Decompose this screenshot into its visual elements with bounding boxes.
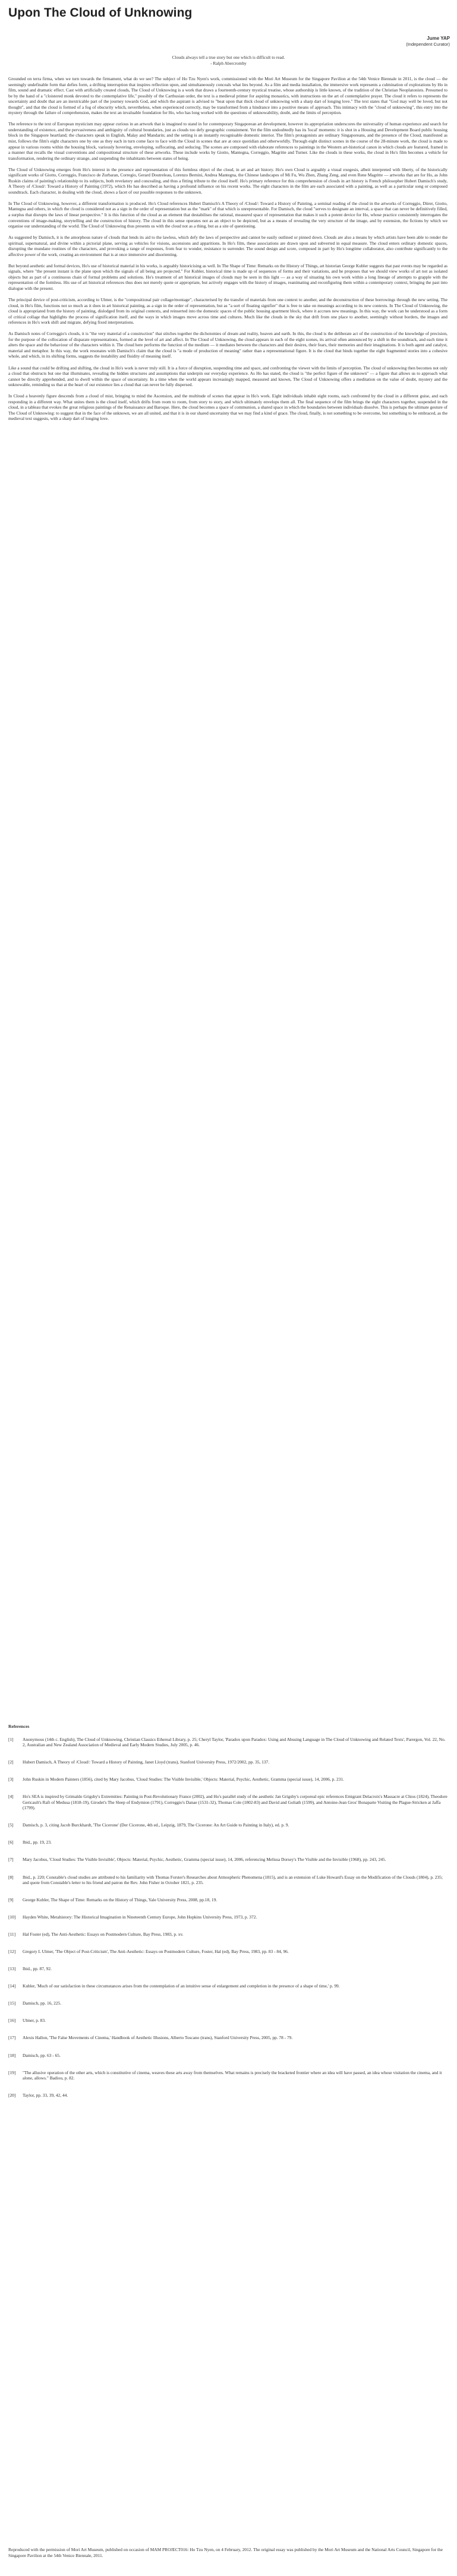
body-paragraph: But beyond aesthetic and formal devices, Ho's use of historical material in his works, is arguably historicising as well. In The Shape of Time: Remarks on the History of Things, art historian George Kubler suggests that past events may be regarded as signals, where "the present instant is the plane upon which the signals of all being are projected." For Kubler, historical time is made up of sequences of forms and their variations, and he proposes that we should view works of art not as isolated objects but as part of a continuous chain of formal problems and solutions. Ho's treatment of art historical images of clouds may be seen in this light — as a way of situating his own work within a long lineage of attempts to grapple with the representation of the formless. His use of art historical references thus does not merely quote or appropriate, but actively engages with the history of images, reanimating and reconfiguring them within a contemporary context, bringing the past into dialogue with the present. [8, 263, 447, 291]
body-paragraph: As suggested by Damisch, it is the amorphous nature of clouds that lends its aid to the lawless, which defy the laws of perspective and cannot be easily outlined or pinned down. Clouds are also a means by which artists have been able to render the spiritual, supernatural, and divine within a pictorial plane, serving as vehicles for visions, ascensions and apparitions. In Ho's film, these associations are drawn upon and subverted in equal measure. The cloud enters ordinary domestic spaces, disrupting the mundane routines of the characters, and provoking a range of responses, from fear to wonder, resistance to surrender. The sound design and score, composed in part by Ho's longtime collaborator, also contribute significantly to the affective power of the work, creating an environment that is at once immersive and disorienting. [8, 235, 447, 257]
body-paragraph: The reference to the text of European mysticism may appear curious in an artwork that is imagined to stand in for contemporary Singaporean art development, however its appropriation underscores the universality of human experience and search for understanding of existence, and the pervasiveness and ambiguity of cultural boundaries, just as clouds too defy geographic containment. Yet the film undoubtedly has its 'local' moments: it is shot in a Housing and Development Board public housing block in the Singapore heartland; the characters speak in English, Malay and Mandarin; and the setting is an instantly recognisable domestic interior. The film's protagonists are ordinary Singaporeans, and the presence of the Cloud, manifested as mist, follows the film's eight characters one by one as they each in turn come face to face with the Cloud in scenes that are at once quotidian and otherworldly. Through eight distinct scenes in the course of the 28-minute work, the cloud is made to appear in various rooms within the housing block, variously hovering, enveloping, suffocating, and seducing. The scenes are composed with elaborate references to paintings in the Western art-historical canon in which clouds are featured, framed in a manner that recalls the visual conventions and compositional structure of these artworks. These include works by Giotto, Mantegna, Correggio, Magritte and Turner. Like the clouds in these works, the cloud in Ho's film becomes a vehicle for transformation, rendering the ordinary strange, and suspending the inhabitants between states of being. [8, 121, 448, 161]
reference-text: Gregory L Ulmer, 'The Object of Post-Criticism', The Anti-Aesthetic: Essays on Postmodern Culture, Foster, Hal (ed), Bay Press, 1983, pp. 83 - 84, 96. [23, 1949, 289, 1955]
article-title: Upon The Cloud of Unknowing [8, 6, 193, 20]
reference-number: [4] [8, 1794, 14, 1800]
reference-number: [6] [8, 1839, 14, 1845]
reference-number: [2] [8, 1759, 14, 1765]
reference-number: [12] [8, 1949, 16, 1955]
reference-item [8, 1857, 447, 1863]
reference-number: [13] [8, 1966, 16, 1972]
reference-text: Ibid., pp. 19, 23. [23, 1839, 52, 1845]
reference-item [8, 2070, 447, 2081]
reference-item [8, 1839, 447, 1845]
reference-item [8, 1759, 447, 1765]
reference-number: [8] [8, 1874, 14, 1880]
reference-item [8, 1875, 447, 1886]
reference-number: [19] [8, 2069, 16, 2075]
reference-item [8, 1777, 447, 1782]
reference-text: George Kubler, The Shape of Time: Remarks on the History of Things, Yale University Press, 2008, pp.18, 19. [23, 1897, 218, 1903]
reference-item [8, 1949, 447, 1955]
reference-text: "The allusive operation of the other arts, which is constitutive of cinema, weaves these arts away from themselves. What remains is precisely the bracketed frontier where an idea will have passed, an idea whose visitation the cinema, and it alone, allows." Badiou, p. 82. [23, 2069, 442, 2081]
reference-item [8, 2018, 447, 2024]
reference-text: Damisch, p. 3, citing Jacob Burckhardt, 'The Cicerone' (Der Cicerone, 4th ed., Leipzig, 1879, The Cicerone: An Art Guide to Painting in Italy), ed. p. 9. [23, 1822, 289, 1828]
reference-item [8, 1737, 447, 1748]
body-paragraph: In Cloud a heavenly figure descends from a cloud of mist, bringing to mind the Ascension, and the multitude of scenes that appear in Ho's work. Eight individuals inhabit eight rooms, each confronted by the cloud in a different guise, and each responding in a different way. What unites them is the cloud itself, which drifts from room to room, from story to story, and which ultimately envelops them all. The final sequence of the film brings the eight characters together, suspended in the cloud, in a tableau that evokes the great religious paintings of the Renaissance and Baroque. Here, the cloud becomes a space of communion, a shared space in which the boundaries between individuals dissolve. This is perhaps the ultimate gesture of The Cloud of Unknowing: to suggest that in the face of the unknown, we are all united, and that it is in our shared uncertainty that we may find a kind of grace. The cloud, finally, is not something to be overcome, but something to be embraced, as the medieval text suggests, with a sharp dart of longing love. [8, 393, 447, 422]
reference-item [8, 1914, 447, 1920]
reference-item [8, 2000, 447, 2006]
reference-item [8, 1983, 447, 1989]
references-section [8, 1724, 447, 2110]
epigraph-attribution: - Ralph Abercromby [210, 60, 247, 66]
reference-text: Anonymous (14th c. English), The Cloud of Unknowing, Christian Classics Ethereal Library, p. 25; Cheryl Taylor, 'Paradox upon Paradox: Using and Abusing Language in The Cloud of Unknowing and Related Texts', Parergon, Vol. 22, No. 2, Australian and New Zealand Association of Medieval and Early Modern Studies, July 2005, p. 46. [23, 1736, 446, 1748]
reference-text: Kubler, 'Much of our satisfaction in these circumstances arises from the contemplation of an intuitive sense of enlargement and completion in the presence of a shape of time,' p. 99. [23, 1983, 340, 1989]
reference-number: [7] [8, 1857, 14, 1863]
reference-text: Damisch, pp. 16, 225. [23, 2000, 62, 2006]
reference-number: [18] [8, 2052, 16, 2058]
reference-item [8, 1897, 447, 1903]
reference-number: [15] [8, 2000, 16, 2006]
reference-number: [16] [8, 2018, 16, 2024]
references-heading: References [8, 1724, 30, 1729]
reference-item [8, 1932, 447, 1937]
author-role: (Independent Curator) [406, 42, 450, 47]
reference-number: [5] [8, 1822, 14, 1828]
reference-text: Ho's SEA is inspired by Grimaldo Grigsby's Extremities: Painting in Post-Revolutionary France (2002), and Ho's parallel study of the aesthetic Jan Grigsby's corporeal epic references Emigrant Delacroix's Massacre at Chios (1824), Theodore Gericault's Raft of Medusa (1818-19), Girodet's The Sleep of Endymion (1791), Correggio's Danae (1531-32), Thomas Cole (1802-83) and David and Goliath (1599), and Antoine-Jean Gros' Bonaparte Visiting the Plague-Stricken at Jaffa (1799). [23, 1794, 447, 1811]
reference-number: [9] [8, 1897, 14, 1903]
reference-text: Mary Jacobus, 'Cloud Studies: The Visible Invisible', Objects: Material, Psychic, Aesthetic, Gramma (special issue), 14, 2006, referencing Melissa Dorsey's The Visible and the Invisible (1968), pp. 243, 245. [23, 1857, 386, 1863]
reference-item [8, 2053, 447, 2059]
reference-number: [3] [8, 1777, 14, 1782]
reference-text: Ibid., pp. 87, 92. [23, 1966, 52, 1972]
reference-text: Damisch, pp. 63 - 65. [23, 2052, 61, 2058]
epigraph-quote: Clouds always tell a true story but one which is difficult to read. [172, 55, 285, 60]
reference-number: [14] [8, 1983, 16, 1989]
reference-item [8, 1822, 447, 1828]
body-paragraph: The principal device of post-criticism, according to Ulmer, is the "compositional pair collage/montage", characterised by the transfer of materials from one context to another, and the deconstruction of these borrowings through the new setting. The cloud, in Ho's film, functions not so much as it does in art historical painting, as a sign in the order of representation, but as "a sort of floating signifier" that is free to take on meanings according to its new contexts. In The Cloud of Unknowing, the cloud is appropriated from the history of painting, dislodged from its original contexts, and reinserted into the domestic spaces of the public housing apartment block, where it accrues new meanings. In this way, the work can be understood as a form of critical collage that highlights the process of signification itself, and the ways in which images move across time and cultures. Much like the clouds in the sky that drift from one place to another, seemingly without borders, the images and references in Ho's work shift and migrate, defying fixed interpretations. [8, 297, 447, 325]
reference-number: [10] [8, 1914, 16, 1920]
author-name: Jume YAP [427, 36, 450, 41]
reference-number: [20] [8, 2093, 16, 2098]
reference-text: Hubert Damisch, A Theory of /Cloud/: Toward a History of Painting, Janet Lloyd (trans), Stanford University Press, 1972/2002, pp. 35, 137. [23, 1759, 270, 1765]
reference-item [8, 1794, 447, 1811]
reference-item [8, 2035, 447, 2041]
reference-item [8, 1966, 447, 1972]
reference-text: Ulmer, p. 83. [23, 2018, 46, 2024]
body-paragraph: In The Cloud of Unknowing, however, a different transformation is produced. Ho's Cloud references Hubert Damisch's A Theory of /Cloud/: Toward a History of Painting, a seminal reading of the cloud in the artworks of Correggio, Dürer, Giotto, Mantegna and others, in which the cloud is considered not as a sign in the order of representation but as the "mark" of that which is unrepresentable. For Damisch, the cloud "serves to designate an interval, a space that can never be definitively filled, a surplus that disrupts the laws of linear perspective." It is this function of the cloud as an element that destabilises the rational, measured space of representation that makes it such a potent device for Ho, whose practice consistently interrogates the conventions of image-making, storytelling and the construction of history. The cloud in this sense operates not as an object to be depicted, but as a means of revealing the very structure of the image, and by extension, the fictions by which we organise our understanding of the world. The Cloud of Unknowing thus presents us with the cloud not as a thing, but as a site of questioning. [8, 200, 447, 229]
reference-text: Ibid., p. 220; Constable's cloud studies are attributed to his familiarity with Thomas Forster's Researches about Atmospheric Phenomena (1815), and is an extension of Luke Howard's Essay on the Modification of the Clouds (1804), p. 235; and quote from Constable's letter to his friend and patron the Rev. John Fisher in October 1821, p. 235. [23, 1874, 443, 1886]
reference-text: Alexis Hallon, 'The False Movements of Cinema,' Handbook of Aesthetic Illusions, Alberto Toscano (trans), Stanford University Press, 2005, pp. 78 - 79. [23, 2035, 293, 2041]
epigraph [0, 55, 457, 66]
reference-text: Taylor, pp. 33, 39, 42, 44. [23, 2093, 68, 2098]
reference-number: [1] [8, 1736, 14, 1742]
body-paragraph: Grounded on terra firma, when we turn towards the firmament, what do we see? The subject of Ho Tzu Nyen's work, commissioned with the Mori Art Museum for the Singapore Pavilion at the 54th Venice Biennale in 2011, is the cloud — the seemingly undefinable form that defies form, a drifting interruption that inspires reflection upon, and simultaneously conceals what lies beyond. As a film and media installation, the immersive work represents a culmination of explorations by Ho in film, sound and dramatic effect. Cast with artificially created clouds, The Cloud of Unknowing is a work that draws a fourteenth-century mystical treatise, whose authorship is little known, of the tradition of the Christian Neoplatonists. Presumed to be by the hand of a "cloistered monk devoted to the contemplative life," possibly of the Carthusian order, the text is a medieval primer for aspiring monastics, with instructions on the art of contemplative prayer. The cloud it refers to represents the uncertainty and doubt that are an inextricable part of the journey towards God, and which the aspirant is advised to "beat upon that thick cloud of unknowing with a sharp dart of longing love." The text states that "God may well be loved, but not thought", and that the cloud is formed of a fog of obscurity which, nevertheless, when experienced correctly, may be transformed from a hindrance into a positive means of approach. This intimacy with the "cloud of unknowing", this entry into the mystery through the failure of comprehension, makes the text an invaluable foundation for Ho, who has long worked with the questions of unknowability, doubt, and the limits of perception. [8, 76, 447, 116]
references-list [8, 1737, 447, 2098]
reference-text: Hayden White, Metahistory: The Historical Imagination in Nineteenth Century Europe, John Hopkins University Press, 1973, p. 372. [23, 1914, 257, 1920]
reference-item [8, 2093, 447, 2098]
reproduction-note: Reproduced with the permission of Mori Art Museum, published on occasion of MAM PROJECT016: Ho Tzu Nyen, on 4 February, 2012. The original essay was published by the Mori Art Museum and the National Arts Council, Singapore for the Singapore Pavilion at the 54th Venice Biennale, 2011. [8, 2547, 443, 2558]
author-block [406, 36, 450, 48]
body-paragraph: The Cloud of Unknowing emerges from Ho's interest in the presence and representation of this formless object of the cloud, in art and art history. Ho's own Cloud is arguably a visual exegesis, albeit interpreted with liberty, of the historically significant works of Giotto, Correggio, Francisco de Zurbaran, Corregio, Gerard Doutreleau, Lorenzo Bernini, Andrea Mantegna, the Chinese landscapes of Mi Fu, Wu Zhen, Zhang Zeng, and even Rene Magritte — artworks that are for Ho, as John Ruskin claims of painting's relationship to its subjects, both revelatory and concealing, and thus a fitting tribute to the cloud itself. Ho's primary reference for this comprehension of clouds in art history is French philosopher Hubert Damisch's study, A Theory of /Cloud/: Toward a History of Painting (1972), which Ho has described as having a profound influence on his recent works. The eight characters in the film are each associated with a painting, as well as a particular song or composed soundtrack. Each character, in dealing with the cloud, shows a facet of our possible responses to the unknown. [8, 166, 447, 195]
article-body [8, 76, 447, 427]
reference-number: [11] [8, 1932, 16, 1937]
body-paragraph: As Damisch notes of Correggio's clouds, it is "the very material of a construction" that stitches together the dichotomies of dream and reality, heaven and earth. In this, the cloud is the deliberate act of the construction of the knowledge of precision, for the purpose of the collocation of disparate representations, formed at the level of art and affect. In The Cloud of Unknowing, the cloud appears in each of the eight scenes, its arrival often announced by a shift in the soundtrack, and each time it alters the space and the behaviour of the characters within it. The cloud here performs the function of the medium — it mediates between the characters and their desires, their fears, their memories and their imaginations. It is both agent and catalyst, material and metaphor. In this way, the work resonates with Damisch's claim that the cloud is "a mode of production of meaning" rather than a representational figure. It is the cloud that binds together the eight fragmented stories into a cohesive whole, and which, in its shifting forms, suggests the instability and fluidity of meaning itself. [8, 331, 447, 359]
reference-text: Hal Foster (ed), The Anti-Aesthetic: Essays on Postmodern Culture, Bay Press, 1983, p. xv. [23, 1932, 184, 1937]
reference-number: [17] [8, 2035, 16, 2041]
reference-text: John Ruskin in Modern Painters (1856), cited by Mary Jacobus, 'Cloud Studies: The Visible Invisible,' Objects: Material, Psychic, Aesthetic, Gramma (special issue), 14, 2006, p. 231. [23, 1777, 344, 1782]
body-paragraph: Like a sound that could be drifting and shifting, the cloud in Ho's work is never truly still. It is a force of disruption, suspending time and space, and confronting the viewer with the limits of perception. The cloud of unknowing then becomes not only a cloud that obstructs but one that illuminates, revealing the hidden structures and assumptions that underpin our everyday experience. As Ho has stated, the cloud is "the perfect figure of the unknown" — a figure that allows us to approach what cannot be directly apprehended, and to dwell within the space of uncertainty. In a time when the world appears increasingly mapped, measured and known, The Cloud of Unknowing offers a meditation on the value of doubt, mystery and the unknowable, reminding us that at the heart of our existence lies a cloud that can never be fully dispersed. [8, 365, 447, 388]
